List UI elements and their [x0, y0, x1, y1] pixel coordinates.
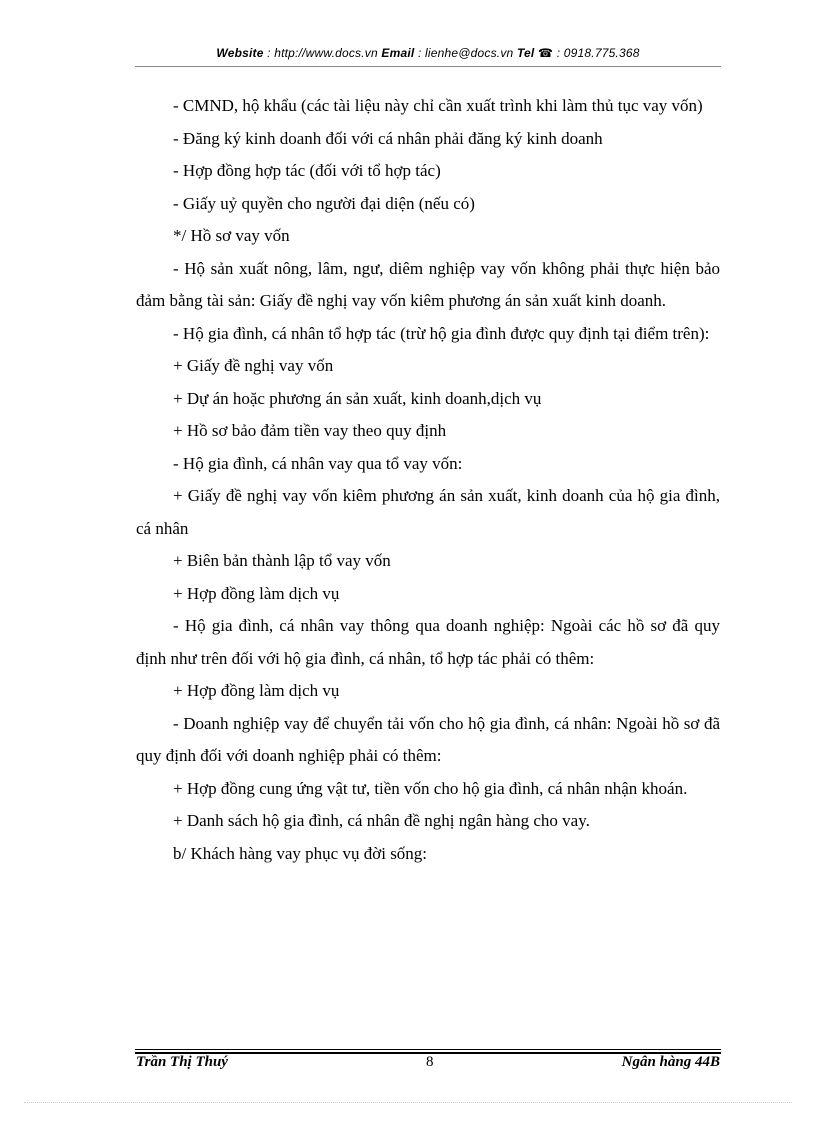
paragraph-3: - Hợp đồng hợp tác (đối với tổ hợp tác) — [173, 161, 441, 180]
page-footer — [136, 1054, 720, 1076]
paragraph-12: + Giấy đề nghị vay vốn kiêm phương án sản xuất, kinh doanh của hộ gia đình, cá nhân — [136, 486, 720, 538]
paragraph-13: + Biên bản thành lập tổ vay vốn — [173, 551, 391, 570]
paragraph-17: - Doanh nghiệp vay để chuyển tải vốn cho hộ gia đình, cá nhân: Ngoài hồ sơ đã quy định đối với doanh nghiệp phải có thêm: — [136, 713, 720, 765]
paragraph-10: + Hồ sơ bảo đảm tiền vay theo quy định — [173, 421, 447, 440]
footer-divider-thin — [135, 1049, 721, 1050]
footer-class-name: Ngân hàng 44B — [621, 1054, 720, 1070]
paragraph-16: + Hợp đồng làm dịch vụ — [173, 681, 340, 700]
website-value: : http://www.docs.vn — [267, 46, 378, 60]
page-bottom-dotted-line — [24, 1102, 792, 1103]
email-value: : lienhe@docs.vn — [417, 46, 514, 60]
paragraph-15: - Hộ gia đình, cá nhân vay thông qua doanh nghiệp: Ngoài các hồ sơ đã quy định như trên đối với hộ gia đình, cá nhân, tổ hợp tác phải có thêm: — [136, 616, 720, 668]
paragraph-8: + Giấy đề nghị vay vốn — [173, 356, 334, 375]
paragraph-7: - Hộ gia đình, cá nhân tổ hợp tác (trừ hộ gia đình được quy định tại điểm trên): — [173, 323, 710, 343]
paragraph-20: b/ Khách hàng vay phục vụ đời sống: — [173, 843, 428, 863]
phone-icon: ☎ — [538, 46, 554, 60]
paragraph-5: */ Hồ sơ vay vốn — [173, 226, 290, 245]
page-header — [135, 46, 721, 60]
paragraph-14: + Hợp đồng làm dịch vụ — [173, 583, 340, 603]
paragraph-11: - Hộ gia đình, cá nhân vay qua tổ vay vốn: — [173, 453, 463, 473]
document-body — [136, 90, 720, 870]
paragraph-4: - Giấy uỷ quyền cho người đại diện (nếu có) — [173, 193, 475, 213]
website-label: Website — [216, 46, 264, 60]
tel-value: : 0918.775.368 — [556, 46, 640, 60]
paragraph-1: - CMND, hộ khẩu (các tài liệu này chỉ cần xuất trình khi làm thủ tục vay vốn) — [173, 96, 703, 115]
page-number: 8 — [426, 1054, 434, 1070]
paragraph-19: + Danh sách hộ gia đình, cá nhân đề nghị ngân hàng cho vay. — [173, 811, 590, 830]
paragraph-2: - Đăng ký kinh doanh đối với cá nhân phải đăng ký kinh doanh — [173, 128, 603, 148]
header-divider — [135, 66, 721, 67]
paragraph-9: + Dự án hoặc phương án sản xuất, kinh doanh,dịch vụ — [173, 388, 542, 408]
paragraph-18: + Hợp đồng cung ứng vật tư, tiền vốn cho hộ gia đình, cá nhân nhận khoán. — [173, 778, 688, 798]
tel-label: Tel — [516, 46, 535, 60]
footer-author: Trần Thị Thuý — [136, 1054, 228, 1070]
email-label: Email — [381, 46, 415, 60]
paragraph-6: - Hộ sản xuất nông, lâm, ngư, diêm nghiệp vay vốn không phải thực hiện bảo đảm bằng tài sản: Giấy đề nghị vay vốn kiêm phương án sản xuất kinh doanh. — [136, 258, 720, 310]
